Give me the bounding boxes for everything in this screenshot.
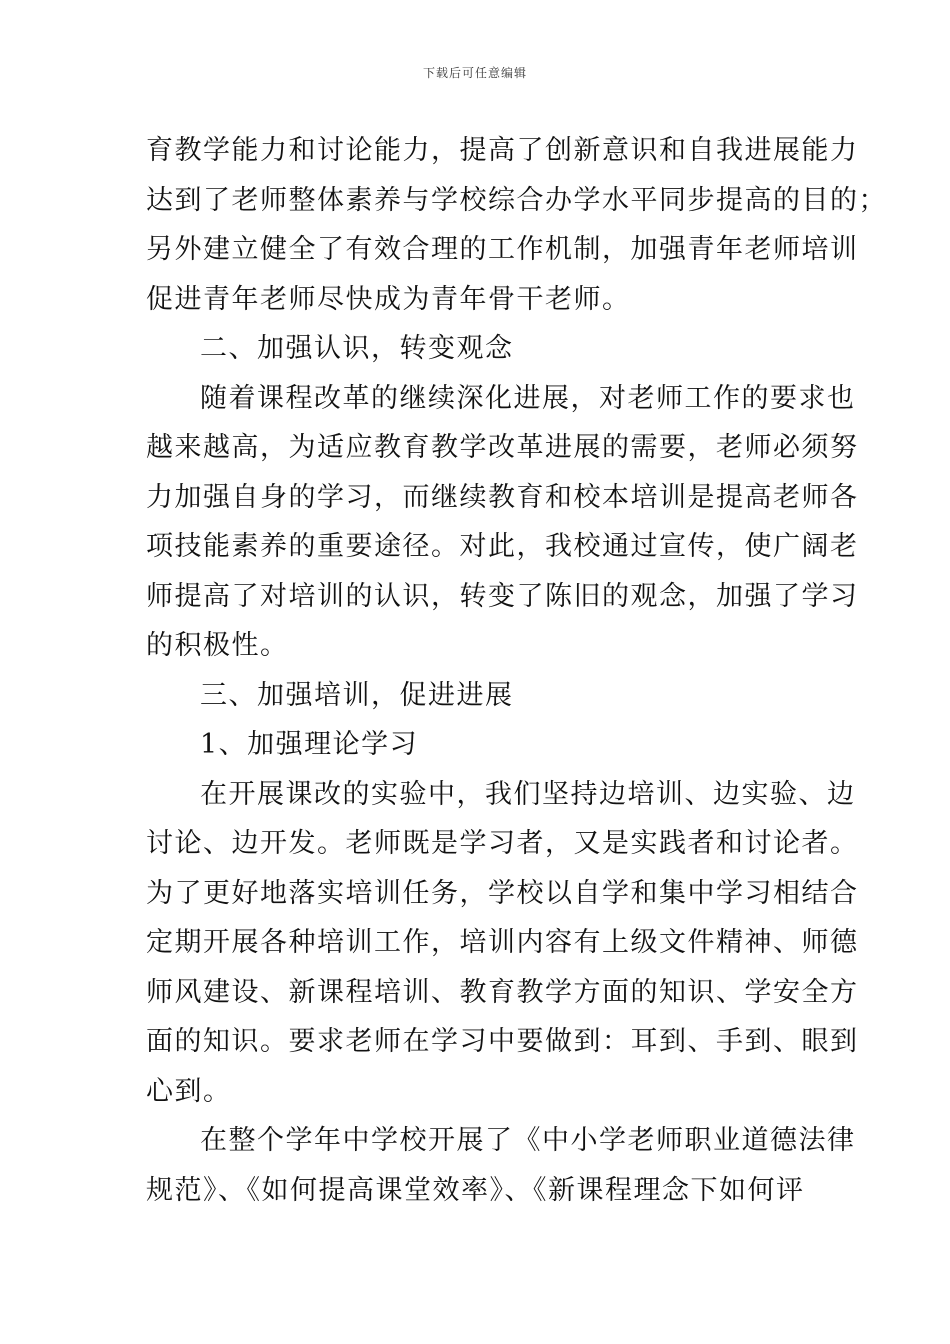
text-line: 讨论、边开发。老师既是学习者，又是实践者和讨论者。 bbox=[146, 828, 859, 859]
text-line: 越来越高，为适应教育教学改革进展的需要，老师必须努 bbox=[146, 432, 859, 463]
subsection-heading: 1、加强理论学习 bbox=[200, 729, 419, 760]
text-line: 规范》、《如何提高课堂效率》、《新课程理念下如何评 bbox=[146, 1174, 805, 1206]
text-line: 师提高了对培训的认识，转变了陈旧的观念，加强了学习 bbox=[146, 580, 859, 612]
page-header-note: 下载后可任意编辑 bbox=[422, 66, 527, 80]
text-line: 为了更好地落实培训任务，学校以自学和集中学习相结合 bbox=[146, 877, 859, 909]
text-line: 定期开展各种培训工作，培训内容有上级文件精神、师德 bbox=[146, 927, 859, 958]
text-line: 面的知识。要求老师在学习中要做到：耳到、手到、眼到 bbox=[146, 1026, 859, 1057]
text-line: 项技能素养的重要途径。对此，我校通过宣传，使广阔老 bbox=[146, 531, 859, 562]
text-line: 心到。 bbox=[146, 1075, 232, 1107]
text-line: 促进青年老师尽快成为青年骨干老师。 bbox=[146, 283, 631, 315]
text-line: 另外建立健全了有效合理的工作机制，加强青年老师培训 bbox=[146, 234, 859, 265]
text-line: 在开展课改的实验中，我们坚持边培训、边实验、边 bbox=[200, 778, 856, 810]
section-heading: 二、加强认识，转变观念 bbox=[200, 333, 514, 364]
text-line: 随着课程改革的继续深化进展，对老师工作的要求也 bbox=[200, 382, 856, 414]
text-line: 师风建设、新课程培训、教育教学方面的知识、学安全方 bbox=[146, 976, 859, 1008]
text-line: 的积极性。 bbox=[146, 630, 289, 661]
document-body bbox=[146, 126, 887, 1215]
text-line: 育教学能力和讨论能力，提高了创新意识和自我进展能力 bbox=[146, 135, 859, 166]
text-line: 力加强自身的学习，而继续教育和校本培训是提高老师各 bbox=[146, 481, 859, 513]
text-line: 在整个学年中学校开展了《中小学老师职业道德法律 bbox=[200, 1125, 856, 1156]
section-heading: 三、加强培训，促进进展 bbox=[200, 679, 514, 711]
text-line: 达到了老师整体素养与学校综合办学水平同步提高的目的； bbox=[146, 184, 887, 216]
